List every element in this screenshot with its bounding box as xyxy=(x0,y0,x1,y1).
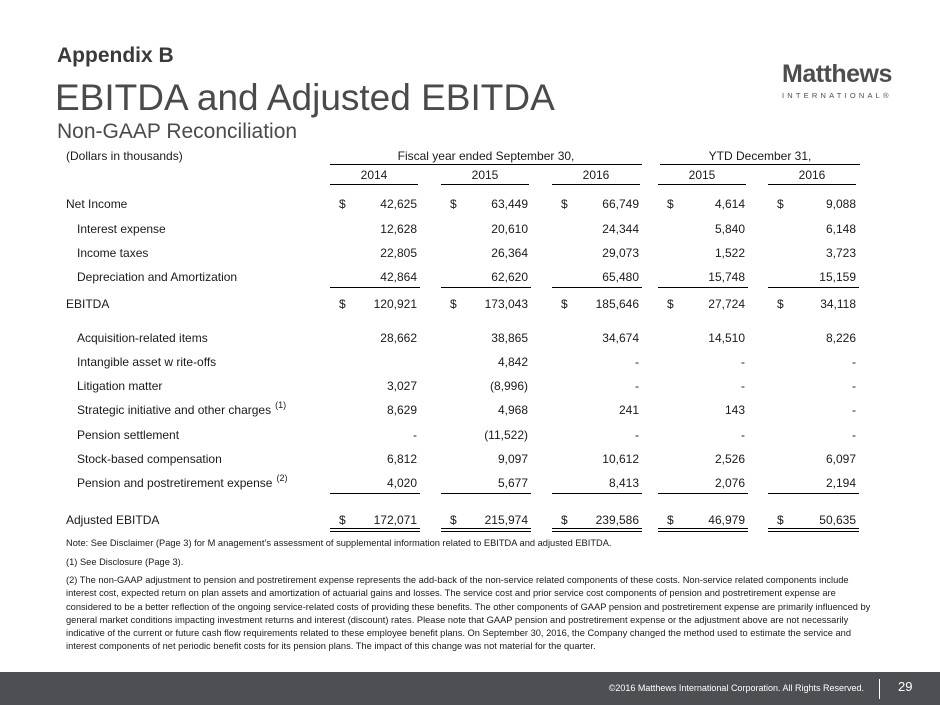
subtotal-rule xyxy=(768,493,859,494)
cell-value: 120,921 xyxy=(373,297,417,311)
cell-value: 2,076 xyxy=(714,476,745,490)
cell-value: 173,043 xyxy=(484,297,528,311)
currency-symbol: $ xyxy=(777,297,784,311)
cell-value: 6,148 xyxy=(825,222,856,236)
footer-bar xyxy=(0,672,940,705)
cell-value: - xyxy=(635,355,639,369)
cell-value: - xyxy=(635,428,639,442)
year-header: 2014 xyxy=(360,168,388,182)
cell-value: 143 xyxy=(724,403,745,417)
currency-symbol: $ xyxy=(561,297,568,311)
year-header: 2016 xyxy=(582,168,610,182)
cell-value: 2,526 xyxy=(714,452,745,466)
footnote-2: (2) The non-GAAP adjustment to pension and postretirement expense represents the add-back of the non-service related components of these costs. Non-service related components include interest cost, expected return on plan assets and amortization of actuarial gains and losses. The service cost and prior service cost components of pension and postretirement expense are considered to be a better reflection of the ongoing service-related costs of providing these benefits. The other components of GAAP pension and postretirement expense are primarily influenced by general market conditions impacting investment returns and interest (discount) rates. Please note that GAAP pension and postretirement expense or the adjustment above are not necessarily indicative of the current or future cash flow requirements related to these employee benefit plans. On September 30, 2016, the Company changed the method used to estimate the service and interest components of net periodic benefit costs for its pension plans. The impact of this change was not material for the quarter. xyxy=(66,575,871,652)
total-double-rule xyxy=(330,528,420,532)
year-header: 2015 xyxy=(688,168,716,182)
cell-value: 5,840 xyxy=(714,222,745,236)
cell-value: 66,749 xyxy=(602,197,639,211)
footnote-marker: (2) xyxy=(276,473,288,483)
cell-value: 241 xyxy=(618,403,639,417)
cell-value: 38,865 xyxy=(491,331,528,345)
table-row xyxy=(0,400,940,421)
cell-value: 6,812 xyxy=(386,452,417,466)
table-row xyxy=(0,270,940,288)
subtotal-rule xyxy=(768,287,859,288)
row-label-text: Pension and postretirement expense xyxy=(77,476,273,490)
cell-value: - xyxy=(741,428,745,442)
cell-value: 5,677 xyxy=(497,476,528,490)
page-number: 29 xyxy=(898,679,913,694)
year-header: 2016 xyxy=(798,168,826,182)
appendix-label: Appendix B xyxy=(57,44,174,67)
total-double-rule xyxy=(552,528,642,532)
cell-value: 6,097 xyxy=(825,452,856,466)
row-label xyxy=(77,270,237,284)
units-label: (Dollars in thousands) xyxy=(66,149,183,163)
row-label xyxy=(66,297,109,311)
cell-value: - xyxy=(852,379,856,393)
cell-value: 1,522 xyxy=(714,246,745,260)
cell-value: 8,413 xyxy=(608,476,639,490)
cell-value: 50,635 xyxy=(819,513,856,527)
cell-value: 10,612 xyxy=(602,452,639,466)
cell-value: 239,586 xyxy=(595,513,639,527)
row-label-text: Strategic initiative and other charges xyxy=(77,403,272,417)
cell-value: 15,748 xyxy=(708,270,745,284)
cell-value: 12,628 xyxy=(380,222,417,236)
row-label-text: Acquisition-related items xyxy=(77,331,208,345)
table-row xyxy=(0,222,940,240)
subtotal-rule xyxy=(330,287,420,288)
cell-value: 15,159 xyxy=(819,270,856,284)
page-subtitle: Non-GAAP Reconciliation xyxy=(57,120,298,143)
cell-value: 22,805 xyxy=(380,246,417,260)
cell-value: 20,610 xyxy=(491,222,528,236)
cell-value: 8,629 xyxy=(386,403,417,417)
total-double-rule xyxy=(768,528,859,532)
cell-value: 24,344 xyxy=(602,222,639,236)
table-row xyxy=(0,355,940,373)
table-row xyxy=(0,331,940,349)
cell-value: 185,646 xyxy=(595,297,639,311)
row-label xyxy=(77,400,287,417)
footer-divider xyxy=(879,679,880,699)
cell-value: - xyxy=(413,428,417,442)
cell-value: 42,864 xyxy=(380,270,417,284)
currency-symbol: $ xyxy=(561,513,568,527)
currency-symbol: $ xyxy=(339,197,346,211)
table-row xyxy=(0,452,940,470)
currency-symbol: $ xyxy=(450,297,457,311)
cell-value: 3,723 xyxy=(825,246,856,260)
cell-value: - xyxy=(741,355,745,369)
row-label xyxy=(77,222,166,236)
cell-value: 27,724 xyxy=(708,297,745,311)
subtotal-rule xyxy=(330,493,420,494)
copyright-text: ©2016 Matthews International Corporation. All Rights Reserved. xyxy=(608,683,864,693)
currency-symbol: $ xyxy=(777,197,784,211)
row-label-text: Depreciation and Amortization xyxy=(77,270,238,284)
group-rule-ytd xyxy=(660,164,860,165)
row-label xyxy=(77,246,148,260)
row-label xyxy=(77,331,208,345)
row-label-text: Pension settlement xyxy=(77,428,180,442)
currency-symbol: $ xyxy=(450,513,457,527)
subtotal-rule xyxy=(552,287,642,288)
row-label-text: EBITDA xyxy=(66,297,110,311)
table-row xyxy=(0,197,940,215)
table-row xyxy=(0,297,940,315)
subtotal-rule xyxy=(441,287,531,288)
total-double-rule xyxy=(658,528,748,532)
currency-symbol: $ xyxy=(339,297,346,311)
row-label-text: Stock-based compensation xyxy=(77,452,222,466)
year-header-rule xyxy=(330,184,418,185)
currency-symbol: $ xyxy=(667,197,674,211)
cell-value: 65,480 xyxy=(602,270,639,284)
cell-value: 172,071 xyxy=(373,513,417,527)
matthews-logo xyxy=(782,60,902,100)
subtotal-rule xyxy=(441,493,531,494)
cell-value: 26,364 xyxy=(491,246,528,260)
cell-value: - xyxy=(852,428,856,442)
row-label-text: Adjusted EBITDA xyxy=(66,513,160,527)
currency-symbol: $ xyxy=(777,513,784,527)
cell-value: - xyxy=(635,379,639,393)
row-label-text: Litigation matter xyxy=(77,379,163,393)
group-rule-fiscal xyxy=(330,164,642,165)
currency-symbol: $ xyxy=(667,297,674,311)
logo-wordmark: Matthews xyxy=(782,60,892,88)
subtotal-rule xyxy=(658,287,748,288)
cell-value: 4,614 xyxy=(714,197,745,211)
table-row xyxy=(0,246,940,264)
year-header-rule xyxy=(658,184,746,185)
row-label xyxy=(77,355,216,369)
cell-value: 4,968 xyxy=(497,403,528,417)
row-label-text: Income taxes xyxy=(77,246,149,260)
cell-value: (8,996) xyxy=(489,379,528,393)
cell-value: 8,226 xyxy=(825,331,856,345)
disclaimer-note: Note: See Disclaimer (Page 3) for M anagement’s assessment of supplemental information related to EBITDA and adjusted EBITDA. xyxy=(66,538,612,548)
row-label xyxy=(66,513,159,527)
cell-value: 42,625 xyxy=(380,197,417,211)
row-label xyxy=(77,473,288,490)
cell-value: 46,979 xyxy=(708,513,745,527)
row-label-text: Intangible asset w rite-offs xyxy=(77,355,217,369)
page-title: EBITDA and Adjusted EBITDA xyxy=(55,77,555,118)
row-label xyxy=(77,428,179,442)
cell-value: 14,510 xyxy=(708,331,745,345)
cell-value: 3,027 xyxy=(386,379,417,393)
group-header-fiscal: Fiscal year ended September 30, xyxy=(397,149,575,163)
cell-value: 4,842 xyxy=(497,355,528,369)
cell-value: 4,020 xyxy=(386,476,417,490)
year-header-rule xyxy=(768,184,856,185)
year-header-rule xyxy=(441,184,529,185)
table-row xyxy=(0,379,940,397)
year-header: 2015 xyxy=(471,168,499,182)
cell-value: - xyxy=(741,379,745,393)
table-row xyxy=(0,428,940,446)
table-row xyxy=(0,473,940,494)
cell-value: 34,118 xyxy=(820,297,856,311)
group-header-ytd: YTD December 31, xyxy=(708,149,812,163)
total-double-rule xyxy=(441,528,531,532)
cell-value: 63,449 xyxy=(491,197,528,211)
footnote-1: (1) See Disclosure (Page 3). xyxy=(66,557,184,567)
cell-value: 29,073 xyxy=(602,246,639,260)
row-label xyxy=(77,452,222,466)
cell-value: 28,662 xyxy=(380,331,417,345)
currency-symbol: $ xyxy=(561,197,568,211)
subtotal-rule xyxy=(552,493,642,494)
cell-value: - xyxy=(852,355,856,369)
cell-value: 215,974 xyxy=(484,513,528,527)
subtotal-rule xyxy=(658,493,748,494)
cell-value: - xyxy=(852,403,856,417)
footnote-marker: (1) xyxy=(275,400,287,410)
cell-value: 62,620 xyxy=(491,270,528,284)
row-label-text: Net Income xyxy=(66,197,128,211)
cell-value: (11,522) xyxy=(484,428,528,442)
cell-value: 2,194 xyxy=(825,476,856,490)
row-label xyxy=(66,197,127,211)
currency-symbol: $ xyxy=(450,197,457,211)
currency-symbol: $ xyxy=(667,513,674,527)
year-header-rule xyxy=(552,184,640,185)
row-label xyxy=(77,379,162,393)
cell-value: 9,097 xyxy=(497,452,528,466)
cell-value: 34,674 xyxy=(602,331,639,345)
currency-symbol: $ xyxy=(339,513,346,527)
row-label-text: Interest expense xyxy=(77,222,166,236)
cell-value: 9,088 xyxy=(825,197,856,211)
logo-subtext: INTERNATIONAL® xyxy=(782,91,892,100)
